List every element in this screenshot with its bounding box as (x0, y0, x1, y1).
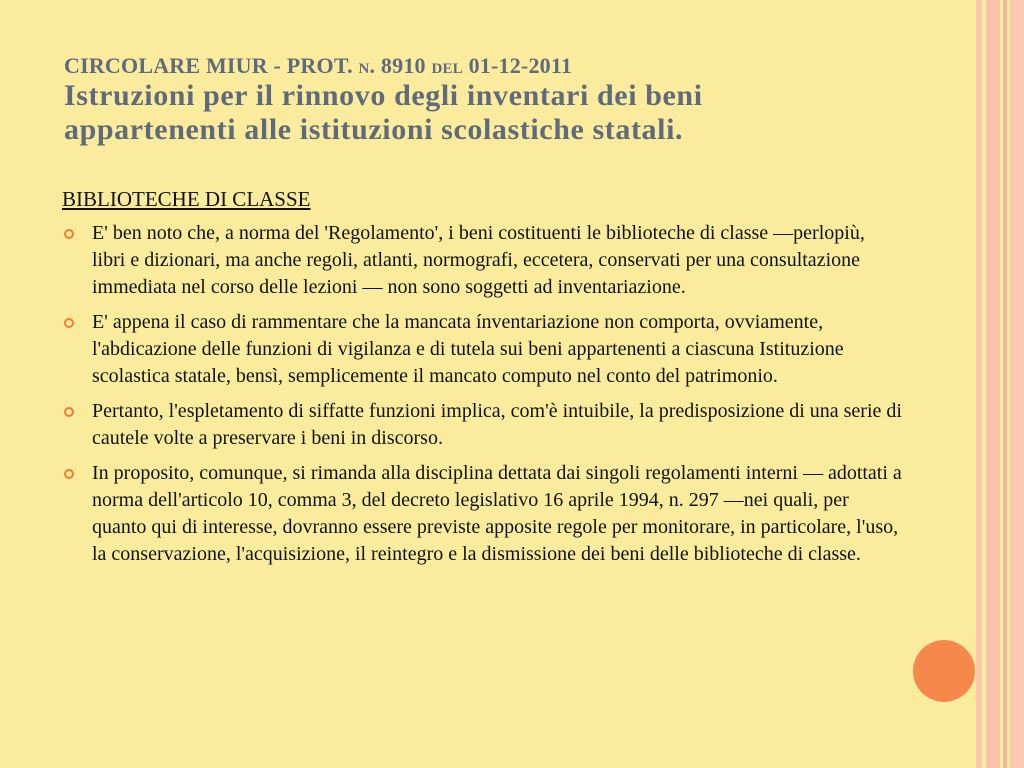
slide-subtitle (64, 52, 904, 80)
subtitle-main: CIRCOLARE MIUR - PROT. (64, 53, 353, 78)
bullet-text: E' ben noto che, a norma del 'Regolamento', i beni costituenti le biblioteche di classe —perlopiù, libri e dizionari, ma anche regoli, atlanti, normografi, eccetera, conservati per una consultazione immediata nel corso delle lezioni — non sono soggetti ad inventariazione. (92, 222, 865, 298)
bullet-text: Pertanto, l'espletamento di siffatte funzioni implica, com'è intuibile, la predisposizione di una serie di cautele volte a preservare i beni in discorso. (92, 400, 902, 449)
bullet-item (62, 460, 902, 568)
decorative-stripe (986, 0, 1000, 768)
subtitle-number: 8910 (380, 53, 426, 78)
bullet-item (62, 220, 902, 301)
decorative-stripe (976, 0, 982, 768)
decorative-circle (913, 640, 975, 702)
decorative-stripe (1010, 0, 1024, 768)
bullet-ring-icon (64, 318, 74, 328)
bullet-item (62, 309, 902, 390)
slide-content (62, 184, 902, 576)
bullet-text: In proposito, comunque, si rimanda alla disciplina dettata dai singoli regolamenti interni — adottati a norma dell'articolo 10, comma 3, del decreto legislativo 16 aprile 1994, n. 297 —nei quali, per quanto qui di interesse, dovranno essere previste apposite regole per monitorare, in particolare, l'uso, la conservazione, l'acquisizione, il reintegro e la dismissione dei beni delle biblioteche di classe. (92, 462, 902, 565)
subtitle-n: n. (358, 53, 376, 78)
subtitle-date: 01-12-2011 (468, 53, 573, 78)
bullet-ring-icon (64, 469, 74, 479)
bullet-ring-icon (64, 407, 74, 417)
bullet-ring-icon (64, 229, 74, 239)
title-line-1: Istruzioni per il rinnovo degli inventari dei beni (64, 79, 703, 112)
slide-header (64, 52, 904, 147)
decorative-stripe (1003, 0, 1007, 768)
bullet-text: E' appena il caso di rammentare che la mancata ínventariazione non comporta, ovviamente, l'abdicazione delle funzioni di vigilanza e di tutela sui beni appartenenti a ciascuna Istituzione scolastica statale, bensì, semplicemente il mancato computo nel conto del patrimonio. (92, 311, 844, 387)
bullet-item (62, 398, 902, 452)
section-heading: BIBLIOTECHE DI CLASSE (62, 187, 311, 211)
title-line-2: appartenenti alle istituzioni scolastiche statali. (64, 113, 684, 146)
bullet-list (62, 220, 902, 568)
subtitle-del: del (431, 53, 463, 78)
slide-title (64, 79, 904, 147)
